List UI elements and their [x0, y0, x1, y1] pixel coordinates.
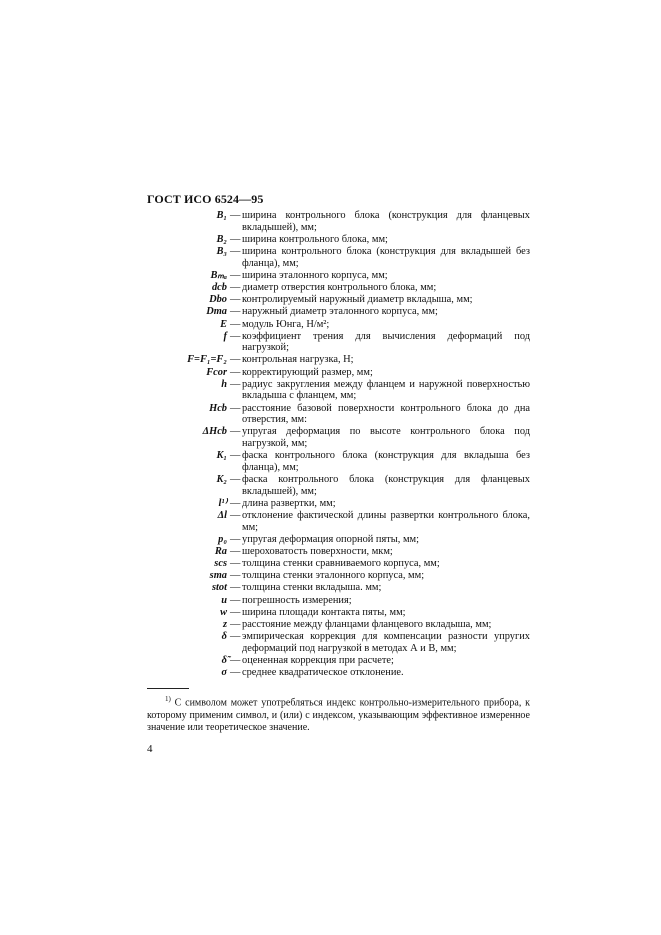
definition-text: ширина контрольного блока (конструкция для вкладышей без фланца), мм; [242, 245, 530, 269]
definition-row [160, 367, 530, 379]
definition-symbol: B₂ [216, 233, 227, 245]
definition-text: контрольная нагрузка, Н; [242, 354, 354, 366]
definition-text: корректирующий размер, мм; [242, 366, 373, 378]
definition-text: длина развертки, мм; [242, 497, 336, 509]
definition-symbol: Hcb [209, 402, 227, 414]
definition-dash: — [230, 294, 241, 306]
definition-dash: — [230, 473, 241, 485]
definition-symbol: δ̃ [221, 655, 227, 666]
definition-dash: — [230, 306, 241, 318]
definition-dash: — [230, 570, 241, 582]
definition-symbol: f [223, 330, 227, 342]
definition-dash: — [230, 233, 241, 245]
footnote-mark: 1) [165, 695, 171, 703]
definition-text: упругая деформация по высоте контрольного блока под нагрузкой, мм; [242, 426, 530, 449]
definition-text: фаска контрольного блока (конструкция для вкладыша без фланца), мм; [242, 450, 530, 473]
definition-row [160, 510, 530, 533]
definition-text: ширина площади контакта пяты, мм; [242, 606, 406, 618]
definition-symbol: B₃ [216, 245, 227, 257]
definition-row [160, 570, 530, 582]
definition-row [160, 534, 530, 546]
definition-text: контролируемый наружный диаметр вкладыша, мм; [242, 294, 473, 306]
definition-text: толщина стенки вкладыша. мм; [242, 582, 382, 594]
definition-dash: — [230, 509, 241, 521]
footnote [147, 693, 530, 735]
definitions-list [160, 210, 530, 679]
definition-text: среднее квадратическое отклонение. [242, 667, 404, 679]
definition-dash: — [230, 497, 241, 509]
definition-row [160, 426, 530, 449]
definition-symbol: p₀ [218, 533, 227, 545]
definition-row [160, 655, 530, 667]
definition-dash: — [230, 606, 241, 618]
definition-row [160, 450, 530, 473]
definition-row [160, 403, 530, 426]
definition-row [160, 246, 530, 269]
definition-row [160, 546, 530, 558]
definition-dash: — [230, 330, 241, 342]
definition-symbol: z [222, 619, 227, 631]
definition-dash: — [230, 450, 241, 462]
definition-text: радиус закругления между фланцем и наружной поверхностью вкладыша с фланцем, мм; [242, 378, 530, 402]
definition-symbol: scs [214, 558, 227, 570]
definition-row [160, 631, 530, 654]
definition-text: диаметр отверстия контрольного блока, мм; [242, 281, 437, 293]
definition-text: расстояние базовой поверхности контрольного блока до дна отверстия, мм: [242, 402, 530, 426]
definition-symbol: dcb [211, 281, 227, 293]
definition-row [160, 595, 530, 607]
definition-symbol: l¹⁾ [218, 497, 227, 509]
definition-text: эмпирическая коррекция для компенсации разности упругих деформаций под нагрузкой в методах А и В, мм; [242, 631, 530, 654]
document-header: ГОСТ ИСО 6524—95 [147, 192, 264, 206]
definition-text: толщина стенки сравниваемого корпуса, мм; [242, 558, 440, 570]
definition-dash: — [230, 366, 241, 378]
definition-row [160, 306, 530, 318]
definition-dash: — [230, 582, 241, 594]
definition-dash: — [230, 378, 241, 390]
definition-symbol: u [221, 594, 227, 606]
definition-symbol: Fcor [206, 366, 227, 378]
definition-symbol: Dbo [209, 294, 227, 306]
definition-row [160, 294, 530, 306]
definition-row [160, 607, 530, 619]
definition-row [160, 582, 530, 594]
definition-symbol: Bₘₐ [210, 269, 227, 281]
definition-symbol: Δl [217, 509, 227, 521]
definition-text: отклонение фактической длины развертки контрольного блока, мм; [242, 509, 530, 533]
definition-dash: — [230, 269, 241, 281]
definition-dash: — [230, 545, 241, 557]
definition-symbol: σ [221, 667, 227, 679]
footnote-text: С символом может употребляться индекс контрольно-измерительного прибора, к которому применим символ, и (или) с индексом, указывающим эффективное измеренное значение или теоретическое значение. [147, 697, 530, 734]
definition-symbol: stot [211, 582, 227, 594]
definition-row [160, 354, 530, 366]
definition-symbol: δ [221, 631, 227, 643]
definition-dash: — [230, 426, 241, 438]
definition-text: коэффициент трения для вычисления деформаций под нагрузкой; [242, 330, 530, 354]
definition-row [160, 619, 530, 631]
definition-dash: — [230, 655, 241, 666]
definition-dash: — [230, 533, 241, 545]
definition-symbol: sma [209, 570, 227, 582]
definition-symbol: K₂ [216, 473, 227, 485]
definition-dash: — [230, 318, 241, 330]
definition-text: шероховатость поверхности, мкм; [242, 545, 393, 557]
definition-text: толщина стенки эталонного корпуса, мм; [242, 570, 425, 582]
definition-text: оцененная коррекция при расчете; [242, 655, 394, 666]
definition-text: ширина контрольного блока, мм; [242, 233, 388, 245]
definition-row [160, 282, 530, 294]
definition-text: ширина контрольного блока (конструкция для фланцевых вкладышей), мм; [242, 210, 530, 233]
definition-row [160, 474, 530, 497]
definition-symbol: K₁ [216, 450, 227, 462]
definition-text: ширина эталонного корпуса, мм; [242, 269, 388, 281]
definition-dash: — [230, 667, 241, 679]
definition-row [160, 331, 530, 354]
definition-symbol: E [220, 318, 227, 330]
definition-dash: — [230, 402, 241, 414]
definition-text: упругая деформация опорной пяты, мм; [242, 533, 420, 545]
page-number: 4 [147, 743, 153, 755]
definition-symbol: Dma [206, 306, 227, 318]
definition-dash: — [230, 619, 241, 631]
definition-dash: — [230, 354, 241, 366]
definition-dash: — [230, 281, 241, 293]
definition-row [160, 667, 530, 679]
definition-row [160, 319, 530, 331]
definition-symbol: w [220, 606, 227, 618]
definition-dash: — [230, 594, 241, 606]
definition-row [160, 558, 530, 570]
definition-symbol: h [221, 378, 227, 390]
definition-symbol: Ra [214, 545, 227, 557]
definition-row [160, 234, 530, 246]
definition-dash: — [230, 558, 241, 570]
definition-symbol: B₁ [216, 210, 227, 221]
definition-row [160, 210, 530, 233]
definition-text: модуль Юнга, Н/м²; [242, 318, 330, 330]
definition-text: погрешность измерения; [242, 594, 352, 606]
definition-text: наружный диаметр эталонного корпуса, мм; [242, 306, 438, 318]
definition-row [160, 270, 530, 282]
footnote-separator [147, 688, 189, 689]
definition-dash: — [230, 631, 241, 643]
definition-row [160, 498, 530, 510]
definition-symbol: F=F₁=F₂ [187, 354, 227, 366]
definition-dash: — [230, 245, 241, 257]
definition-symbol: ΔHcb [202, 426, 227, 438]
definition-dash: — [230, 210, 241, 221]
definition-row [160, 379, 530, 402]
definition-text: фаска контрольного блока (конструкция для фланцевых вкладышей), мм; [242, 473, 530, 497]
definition-text: расстояние между фланцами фланцевого вкладыша, мм; [242, 619, 492, 631]
